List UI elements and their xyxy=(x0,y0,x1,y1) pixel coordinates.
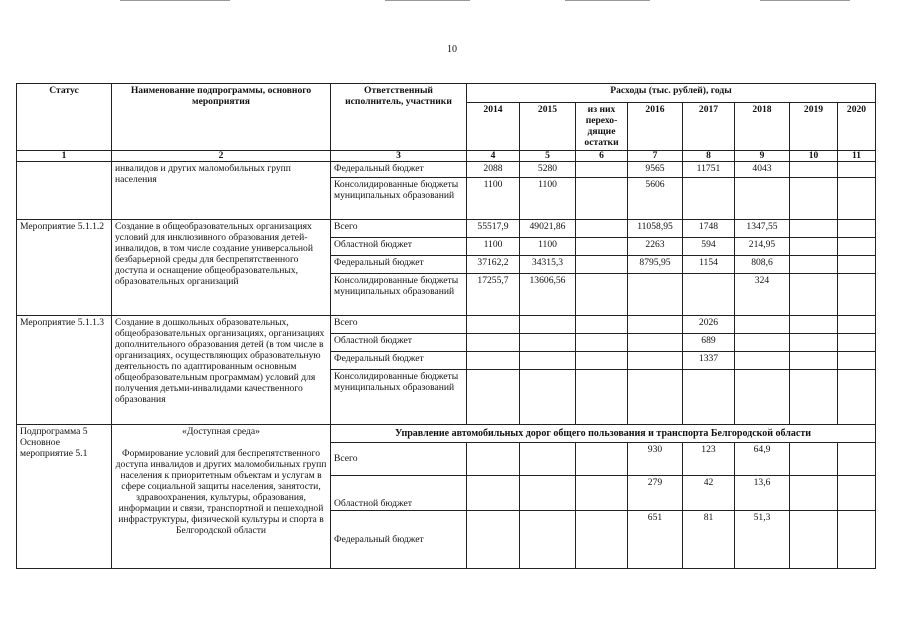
value-cell xyxy=(838,370,876,425)
value-cell xyxy=(735,370,790,425)
value-cell xyxy=(576,476,628,511)
value-cell: 5280 xyxy=(520,162,576,178)
name-cell: Создание в дошкольных образовательных, общеобразовательных организациях, организациях дополнительного образования детей (в том числе в организациях, осуществляющих образовательную деятельность по адаптированным основным общеобразовательным программам) условий для получения детьми-инвалидами качественного образования xyxy=(112,316,331,425)
value-cell xyxy=(576,511,628,569)
value-cell: 4043 xyxy=(735,162,790,178)
table-row xyxy=(17,425,876,443)
value-cell xyxy=(576,162,628,178)
value-cell xyxy=(576,220,628,238)
value-cell: 1100 xyxy=(467,178,520,220)
header-year: 2015 xyxy=(520,103,576,151)
value-cell xyxy=(790,476,838,511)
table-row xyxy=(17,162,876,178)
value-cell xyxy=(838,352,876,370)
value-cell xyxy=(735,316,790,334)
value-cell xyxy=(790,238,838,256)
value-cell xyxy=(576,256,628,274)
value-cell xyxy=(838,316,876,334)
value-cell: 324 xyxy=(735,274,790,316)
value-cell: 1347,55 xyxy=(735,220,790,238)
value-cell xyxy=(628,370,683,425)
header-executor: Ответственный исполнитель, участники xyxy=(331,84,467,151)
value-cell xyxy=(838,178,876,220)
value-cell xyxy=(576,238,628,256)
col-number: 10 xyxy=(790,151,838,162)
value-cell: 1100 xyxy=(467,238,520,256)
value-cell: 9565 xyxy=(628,162,683,178)
value-cell xyxy=(790,316,838,334)
value-cell xyxy=(790,370,838,425)
value-cell: 930 xyxy=(628,443,683,476)
value-cell: 689 xyxy=(683,334,735,352)
value-cell xyxy=(790,443,838,476)
value-cell: 651 xyxy=(628,511,683,569)
value-cell xyxy=(467,334,520,352)
value-cell xyxy=(838,334,876,352)
value-cell: 13606,56 xyxy=(520,274,576,316)
header-year: 2020 xyxy=(838,103,876,151)
value-cell xyxy=(576,334,628,352)
value-cell: 51,3 xyxy=(735,511,790,569)
value-cell: 594 xyxy=(683,238,735,256)
header-status: Статус xyxy=(17,84,112,151)
value-cell xyxy=(520,476,576,511)
value-cell: 34315,3 xyxy=(520,256,576,274)
value-cell: 1337 xyxy=(683,352,735,370)
value-cell: 11751 xyxy=(683,162,735,178)
col-number: 3 xyxy=(331,151,467,162)
value-cell xyxy=(838,443,876,476)
value-cell xyxy=(838,476,876,511)
col-number: 5 xyxy=(520,151,576,162)
executor-cell: Федеральный бюджет xyxy=(331,256,467,274)
status-cell: Подпрограмма 5 Основное мероприятие 5.1 xyxy=(17,425,112,569)
value-cell xyxy=(467,316,520,334)
col-number: 1 xyxy=(17,151,112,162)
value-cell xyxy=(520,511,576,569)
name-cell: Создание в общеобразовательных организациях условий для инклюзивного образования детей-инвалидов, в том числе создание универсальной безбарьерной среды для беспрепятственного доступа и оснащение общеобразовательных, образовательных организаций xyxy=(112,220,331,316)
value-cell: 1100 xyxy=(520,178,576,220)
value-cell xyxy=(576,274,628,316)
header-name: Наименование подпрограммы, основного мероприятия xyxy=(112,84,331,151)
value-cell xyxy=(520,334,576,352)
value-cell: 8795,95 xyxy=(628,256,683,274)
value-cell xyxy=(576,370,628,425)
executor-cell: Федеральный бюджет xyxy=(331,352,467,370)
value-cell: 1100 xyxy=(520,238,576,256)
value-cell xyxy=(467,511,520,569)
header-year: 2018 xyxy=(735,103,790,151)
col-number: 8 xyxy=(683,151,735,162)
value-cell xyxy=(838,274,876,316)
value-cell: 2026 xyxy=(683,316,735,334)
header-year: 2016 xyxy=(628,103,683,151)
executor-cell: Всего xyxy=(331,220,467,238)
table-row xyxy=(17,316,876,334)
value-cell xyxy=(520,443,576,476)
value-cell: 1154 xyxy=(683,256,735,274)
executor-cell: Областной бюджет xyxy=(331,238,467,256)
value-cell xyxy=(520,370,576,425)
executor-cell: Областной бюджет xyxy=(331,476,467,511)
value-cell xyxy=(735,334,790,352)
header-expenses: Расходы (тыс. рублей), годы xyxy=(467,84,876,103)
value-cell xyxy=(628,274,683,316)
header-row xyxy=(17,84,876,103)
col-number: 7 xyxy=(628,151,683,162)
value-cell: 279 xyxy=(628,476,683,511)
value-cell: 2088 xyxy=(467,162,520,178)
executor-cell: Консолидированные бюджеты муниципальных образований xyxy=(331,178,467,220)
executor-cell: Федеральный бюджет xyxy=(331,511,467,569)
value-cell xyxy=(467,476,520,511)
header-year: 2019 xyxy=(790,103,838,151)
value-cell: 808,6 xyxy=(735,256,790,274)
value-cell xyxy=(576,178,628,220)
value-cell: 81 xyxy=(683,511,735,569)
value-cell xyxy=(628,334,683,352)
scan-edge-line xyxy=(120,0,230,1)
executor-cell: Консолидированные бюджеты муниципальных образований xyxy=(331,370,467,425)
value-cell xyxy=(790,334,838,352)
value-cell xyxy=(790,511,838,569)
executor-cell: Всего xyxy=(331,443,467,476)
value-cell xyxy=(790,274,838,316)
scan-edge-line xyxy=(565,0,650,1)
value-cell: 123 xyxy=(683,443,735,476)
value-cell xyxy=(790,178,838,220)
col-number: 6 xyxy=(576,151,628,162)
header-year: 2017 xyxy=(683,103,735,151)
value-cell: 49021,86 xyxy=(520,220,576,238)
status-cell xyxy=(17,162,112,220)
value-cell xyxy=(790,220,838,238)
value-cell xyxy=(576,316,628,334)
value-cell xyxy=(683,370,735,425)
col-number: 4 xyxy=(467,151,520,162)
table-row xyxy=(17,220,876,238)
value-cell xyxy=(683,178,735,220)
value-cell xyxy=(838,220,876,238)
col-number: 9 xyxy=(735,151,790,162)
executor-cell: Всего xyxy=(331,316,467,334)
value-cell xyxy=(790,352,838,370)
value-cell xyxy=(628,316,683,334)
value-cell: 42 xyxy=(683,476,735,511)
name-cell: инвалидов и других маломобильных групп населения xyxy=(112,162,331,220)
value-cell xyxy=(838,256,876,274)
value-cell xyxy=(467,443,520,476)
value-cell: 64,9 xyxy=(735,443,790,476)
program-description: Формирование условий для беспрепятственного доступа инвалидов и других маломобильных групп населения к приоритетным объектам и услугам в сфере социальной защиты населения, занятости, здравоохранения, культуры, образования, информации и связи, транспортной и пешеходной инфраструктуры, физической культуры и спорта в Белгородской области xyxy=(115,448,327,537)
value-cell: 1748 xyxy=(683,220,735,238)
value-cell xyxy=(735,352,790,370)
value-cell xyxy=(520,352,576,370)
value-cell xyxy=(576,443,628,476)
value-cell xyxy=(576,352,628,370)
value-cell: 37162,2 xyxy=(467,256,520,274)
status-cell: Мероприятие 5.1.1.2 xyxy=(17,220,112,316)
scan-edge-line xyxy=(385,0,470,1)
value-cell xyxy=(467,352,520,370)
executor-span-cell: Управление автомобильных дорог общего пользования и транспорта Белгородской области xyxy=(331,425,876,443)
value-cell: 55517,9 xyxy=(467,220,520,238)
value-cell xyxy=(520,316,576,334)
page-number: 10 xyxy=(447,44,457,55)
value-cell: 13,6 xyxy=(735,476,790,511)
value-cell xyxy=(838,238,876,256)
value-cell: 5606 xyxy=(628,178,683,220)
value-cell: 214,95 xyxy=(735,238,790,256)
value-cell xyxy=(790,162,838,178)
value-cell xyxy=(683,274,735,316)
executor-cell: Областной бюджет xyxy=(331,334,467,352)
value-cell xyxy=(467,370,520,425)
value-cell xyxy=(790,256,838,274)
value-cell: 2263 xyxy=(628,238,683,256)
column-number-row xyxy=(17,151,876,162)
value-cell xyxy=(735,178,790,220)
value-cell xyxy=(838,162,876,178)
value-cell: 17255,7 xyxy=(467,274,520,316)
executor-cell: Федеральный бюджет xyxy=(331,162,467,178)
header-year: 2014 xyxy=(467,103,520,151)
expenses-table xyxy=(16,83,876,569)
scan-edge-line xyxy=(760,0,850,1)
col-number: 11 xyxy=(838,151,876,162)
value-cell: 11058,95 xyxy=(628,220,683,238)
value-cell xyxy=(628,352,683,370)
executor-cell: Консолидированные бюджеты муниципальных образований xyxy=(331,274,467,316)
header-year: из них перехо-дящие остатки xyxy=(576,103,628,151)
col-number: 2 xyxy=(112,151,331,162)
name-cell xyxy=(112,425,331,569)
program-title: «Доступная среда» xyxy=(182,426,260,437)
value-cell xyxy=(838,511,876,569)
status-cell: Мероприятие 5.1.1.3 xyxy=(17,316,112,425)
